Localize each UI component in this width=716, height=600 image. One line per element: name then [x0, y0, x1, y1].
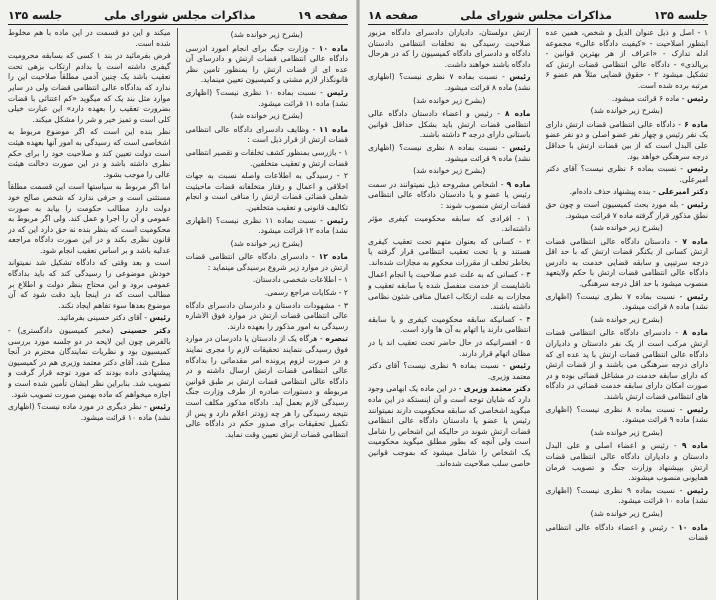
- paragraph: رئیس - نسبت بماده ۷ نظری نیست؟ (اظهاری نشد) ماده ۸ قرائت میشود.: [368, 72, 531, 92]
- speaker-label: دکتر امیرعلی: [658, 187, 708, 197]
- right-page: [360, 0, 716, 600]
- paragraph: رئیس - نسبت بماده ۸ نظری نیست؟ (اظهاری نشد) ماده ۹ قرائت میشود.: [545, 404, 708, 425]
- section-note: (بشرح زیر خوانده شد): [230, 30, 303, 39]
- speaker-label: رئیس: [509, 361, 531, 371]
- paragraph: است و بعد وقتی که دادگاه تشکیل شد نمیتواند خودش موضوعی را رسیدگی کند که باید بدادگاه عمومی برود و این محتاج بنظر دولت و اطلاع بر مطالب است که در اینجا باید دقت شود که آن موضوع بعدها سوء تفاهم ایجاد نکند.: [8, 258, 171, 310]
- session-label: جلسه ۱۳۵: [653, 8, 708, 22]
- speaker-label: ماده ۹: [506, 179, 531, 189]
- paragraph: ۲ - کسانی که بعنوان متهم تحت تعقیب کیفری هستند و یا تحت تعقیب انتظامی قرار گرفته یا بخاطر تخلف از مقررات محکوم به مجازات شده‌اند.: [368, 236, 531, 267]
- paragraph: ماده ۱۰ - رئیس و اعضاء دادگاه عالی انتظامی قضات: [545, 522, 708, 543]
- paragraph: اما اگر مربوط به سیاستها است این قسمت مطلقاً مستثنی است و حرفی ندارد که شخص صالح خود دولت دارد مطالب حکومت را بیابد به صورت عمومی و آن را اجرا و عمل کند. ولی اگر مربوط به محکومیت است که بنظر بنده نه حق دارد این که در قانون نظری بکند و در این صورت دادگاه مراجعه عدلیه باشد و بر اساس تعقیب انجام شود.: [8, 182, 171, 255]
- speaker-label: رئیس: [509, 72, 531, 82]
- speaker-label: رئیس: [686, 199, 708, 209]
- paragraph: ۵ - افسرانیکه در حال حاضر تحت تعقیب اند یا در مظان اتهام قرار دارند.: [368, 338, 531, 358]
- paragraph: رئیس - آقای دکتر حسینی بفرمائید.: [57, 313, 171, 323]
- speaker-label: ماده ۸: [682, 328, 708, 338]
- paragraph: ماده ۱۲ - دادسرای دادگاه عالی انتظامی قضات ارتش در موارد زیر شروع برسیدگی مینماید :: [185, 252, 348, 272]
- paragraph: دکتر حسینی (مخبر کمیسیون دادگستری) - بالفرض چون این لایحه در دو جلسه مورد بررسی کمیسیون بود و نظریات نمایندگان محترم در آنجا مطرح شد، آقای دکتر معتمد وزیری هم در کمیسیون پیشنهادی داده بودند که مورد توجه قرار گرفت و تصویب شد. بنابراین نظر ایشان تأمین شده است و اجازه میخواهم که ماده بهمین صورت تصویب شود.: [8, 326, 171, 399]
- section-note: (بشرح زیر خوانده شد): [590, 223, 663, 233]
- paragraph: ماده ۷ - دادستان دادگاه عالی انتظامی قضات ارتش کسانی از بکنگر قضات ارتش که با حد اقل درجه سرتیپی و سابقه قضایی خدمت به دادرس دادگاه عالی انتظامی قضات ارتش با حکم ولایتعهد منصوب میشود با حد اقل درجه سرهنگی.: [545, 236, 708, 289]
- section-note: (بشرح زیر خوانده شد): [590, 106, 663, 116]
- page-number-label: صفحه ۱۸: [368, 8, 419, 22]
- speaker-label: ماده ۱۲: [318, 252, 348, 262]
- text-columns: [368, 28, 708, 600]
- speaker-label: رئیس: [686, 404, 708, 414]
- speaker-label: تبصره: [325, 334, 348, 344]
- left-page: [0, 0, 356, 600]
- paragraph: رئیس - نظر دیگری در مورد ماده نیست؟ (اظهاری نشد) ماده ۱۰ قرائت میشود.: [8, 402, 171, 422]
- speaker-label: رئیس: [326, 215, 348, 225]
- paragraph: ارتش دولستان، دادیاران دادسرای دادگاه مزبور صلاحیت رسیدگی به تخلفات انتظامی دادستان دادگاه و دادسرای دادگاه کمیسیون را که در هرحال دادگاه باشند خواهند داشت.: [368, 28, 531, 69]
- paragraph: ۱ - اصل و ذیل عنوان الدیل و شخص، همین عده ابتظور اصلاحیت - «کیفیت دادگاه عالی» مجموعه ادله تدارک - «اعراف از هر بهترین قوانین - بریالدی» - دادگاه عالی انتظامی قضات ارتش که تشکیل میشود ۲ - حقوق قضایی مثلاً هم عضو ۶ مرتبه برده شده است.: [545, 28, 708, 90]
- speaker-label: رئیس: [326, 87, 348, 97]
- paragraph: ۴ - کسانیکه سابقه محکومیت کیفری و یا سابقه انتظامی دارند یا اتهام به آن ها وارد است.: [368, 314, 531, 335]
- paragraph: رئیس - نسبت بماده ۸ نظری نیست؟ (اظهاری نشد) ماده ۹ قرائت میشود.: [368, 142, 531, 163]
- paragraph: دکتر امیرعلی - بنده پیشنهاد حذف داده‌ام.: [569, 187, 708, 197]
- paragraph: رئیس - نسبت بماده ۱۱ نظری نیست؟ (اظهاری نشد) ماده ۱۲ قرائت میشود.: [185, 215, 348, 236]
- paragraph: ماده ۹ - رئیس و اعضاء اصلی و علی البدل دادستان و دادیاران دادگاه عالی انتظامی قضات ارتش بپیشنهاد وزارت جنگ و تصویب فرمان همایونی منصوب میشوند.: [545, 441, 708, 483]
- text-columns: [8, 28, 348, 600]
- section-note: (بشرح زیر خوانده شد): [230, 238, 303, 248]
- speaker-label: ماده ۸: [504, 109, 531, 119]
- page-number-label: صفحه ۱۹: [297, 8, 348, 22]
- paragraph: رئیس - بله مورد بحث کمیسیون است و چون حق نطق مذکور قرار گرفته ماده ۷ قرائت میشود.: [545, 199, 708, 220]
- speaker-label: ماده ۱۱: [318, 124, 348, 134]
- paragraph: ماده ۹ - اشخاص مشروحه ذیل نمیتوانند در سمت رئیس یا عضو و یا دادستان دادگاه عالی انتظامی قضات ارتش منصوب شوند :: [368, 179, 531, 210]
- speaker-label: ماده ۱۰: [678, 522, 708, 532]
- paragraph: رئیس - نسبت بماده ۶ نظری نیست؟ آقای دکتر امیرعلی.: [545, 164, 708, 184]
- session-label: جلسه ۱۳۵: [8, 8, 63, 22]
- speaker-label: دکتر معتمد وزیری: [463, 384, 531, 394]
- paragraph: ماده ۱۱ - وظایف دادسرای دادگاه عالی انتظامی قضات ارتش از قرار ذیل است :: [185, 124, 348, 145]
- paragraph: نظر بنده این است که اگر موضوع مربوط به اشخاصی است که رسیدگی به امور آنها بعهده هیئت است دولت تعیین کند و صلاحیت خود را برای حکم نظری داشته باشد و در این صورت دخالت هیئت عالی را موجب بشود.: [8, 127, 171, 179]
- paragraph: ماده ۸ - دادسرای دادگاه عالی انتظامی قضات ارتش مرکب است از یک نفر دادستان و دادیاران دادگاه عالی انتظامی قضات ارتش با ید عده ای که دارای درجه سرهنگی می باشند و از قضات ارتش که دارای سابقه خدمت در مشاغل قضائی بوده و در صورت امکان دارای سابقه خدمت قضائی در دادگاه های انتظامی قضات ارتش باشند.: [545, 328, 708, 401]
- speaker-label: دکتر حسینی: [120, 326, 171, 336]
- column-right: [546, 28, 709, 600]
- column-left: [8, 28, 178, 600]
- speaker-label: ماده ۷: [682, 236, 708, 246]
- paragraph: ۱ - افرادی که سابقه محکومیت کیفری مؤثر داشته‌اند.: [368, 213, 531, 234]
- speaker-label: رئیس: [686, 485, 708, 495]
- paragraph: ماده ۶ - دادگاه عالی انتظامی قضات ارتش دارای یک نفر رئیس و چهار نفر عضو اصلی و دو نفر عضو علی البدل است که از بین قضات ارتش با حداقل درجه سرهنگی خواهد بود.: [545, 119, 708, 161]
- paragraph: ۲ - شکایات مراجع رسمی.: [264, 288, 348, 298]
- paragraph: ۱ - بازرسی بمنظور کشف تخلفات و تقصیر انتظامی قضات ارتش و تعقیب متخلفین.: [185, 147, 348, 168]
- paragraph: رئیس - نسبت بماده ۹ نظری نیست؟ (اظهاری نشد) ماده ۱۰ قرائت میشود.: [545, 485, 708, 506]
- paragraph: رئیس - نسبت بماده ۱۰ نظری نیست؟ (اظهاری نشد) ماده ۱۱ قرائت میشود.: [185, 87, 348, 108]
- speaker-label: رئیس: [509, 142, 531, 152]
- section-note: (بشرح زیر خوانده شد): [230, 111, 303, 121]
- paragraph: ماده ۱۰ - وزارت جنگ برای انجام امورد ادرسی دادگاه عالی انتظامی قضات ارتش و دادرسای آن عده ای از قضات ارتش را بمنظور تامین نظر قانونگذار لازم مشتی و کمیسیون تعیین مینماید.: [185, 43, 348, 85]
- running-title: مذاکرات مجلس شورای ملی: [460, 8, 612, 22]
- column-right: [186, 28, 349, 600]
- paragraph: رئیس - ماده ۶ قرائت میشود.: [611, 93, 708, 103]
- paragraph: تبصره - هرگاه یک از دادستان یا دادرسان در موارد فوق رسیدگی ننمایند تحقیقات لازم را مجری نمایند و در صورت لزوم پرونده امر مقدماتی را بدادگاه عالی انتظامی قضات ارتش ارسال داشته و در دادگاه عالی انتظامی قضات ارتش بر طبق قوانین مربوطه و دستورات صادره از طرف وزارت جنگ رسیدگی لازم بعمل آید. دادگاه مذکور مکلف است نتیجه رسیدگی را هر چه زودتر اعلام دارد و پس از تکمیل تحقیقات برای صدور حکم در دادگاه عالی انتظامی قضات ارتش تعیین وقت نماید.: [185, 334, 348, 439]
- paragraph: رئیس - نسبت بماده ۷ نظری نیست؟ (اظهاری نشد) ماده ۸ قرائت میشود.: [545, 291, 708, 312]
- speaker-label: رئیس: [686, 164, 708, 174]
- speaker-label: ماده ۹: [681, 441, 708, 451]
- section-note: (بشرح زیر خوانده شد): [590, 427, 663, 437]
- speaker-label: ماده ۱۰: [318, 43, 348, 53]
- paragraph: ۲ - رسیدگی به اطلاعات واصله نسبت به جهات اخلاقی و اعمال و رفتار متخلفانه قضات ماحیثیت شغلی قضائی قضات ارتش را منافی است و انجام تکالیف قانونی و تعقیب متخلفین.: [185, 171, 348, 212]
- column-left: [368, 28, 538, 600]
- page-header: [368, 6, 708, 25]
- section-note: (بشرح زیر خوانده شد): [590, 508, 663, 518]
- speaker-label: رئیس: [149, 402, 171, 412]
- paragraph: رئیس - نسبت بماده ۹ نظری نیست؟ آقای دکتر معتمد وزیری.: [368, 361, 531, 381]
- paragraph: ۳ - کسانی که به علت عدم صلاحیت یا انجام اعمال ناشایست از خدمت منفصل شده یا سابقه تعقیب و مجازات به علت ارتکاب اعمال منافی شئون نظامی داشته باشند.: [368, 270, 531, 312]
- paragraph: ۳ - مشهودات دادستان و دادرسان دادسرای دادگاه عالی انتظامی قضات ارتش در موارد فوق الاشاره رسیدگی به امور مذکور را بعهده دارند.: [185, 300, 348, 331]
- section-note: (بشرح زیر خوانده شد): [413, 166, 486, 176]
- section-note: (بشرح زیر خوانده شد): [590, 314, 663, 324]
- speaker-label: ماده ۶: [684, 119, 708, 129]
- speaker-label: رئیس: [686, 291, 708, 301]
- paragraph: فرض بفرمائید در بند ۱ کسی که بسابقه محرومیت گیفری داشته است یا بدادم ارتکاب بزهی تحت تعقیب باشد یک چنین آدمی مطلقاً صلاحیت این را ندارد که بدادگاه عالی انتظامی قضات ولی در سایر موارد مثل بند یک که میگوید «کم اعتنائی با قضات بضرورت تعقیب را بعهده دارد» این عبارت خیلی کلی است و تمیز خیر و شر را مشکل میکند.: [8, 51, 171, 124]
- speaker-label: رئیس: [149, 313, 171, 323]
- paragraph: میکند و این دو قسمت در این ماده با هم مخلوط شده است.: [8, 28, 171, 48]
- paragraph: ماده ۸ - رئیس و اعضاء دادستان دادگاه عالی انتظامی قضات ارتش باید بشکل حداقل قوانین باستانی دارای درجه ۳ داشته باشند.: [368, 109, 531, 140]
- speaker-label: رئیس: [686, 93, 708, 103]
- paragraph: ۱ - اطلاعات شخصی دادستان.: [252, 275, 348, 285]
- page-header: [8, 6, 348, 25]
- paragraph: دکتر معتمد وزیری - در این ماده یک ابهامی وجود دارد که شایان توجه است و آن اینستکه در این ماده میگوید اشخاصی که سابقه محکومیت دارند نمیتوانند رئیس یا عضو یا دادستان دادگاه عالی انتظامی قضات ارتش شوند در حالیکه این اشخاص را شامل است ولی آنچه که بطور مطلق میگوید محکومیت یک اشخاص را شامل میشود که بموجب قوانین خاصی سلب صلاحیت شده‌اند.: [368, 384, 531, 468]
- section-note: (بشرح زیر خوانده شد): [413, 95, 486, 105]
- running-title: مذاکرات مجلس شورای ملی: [104, 8, 256, 22]
